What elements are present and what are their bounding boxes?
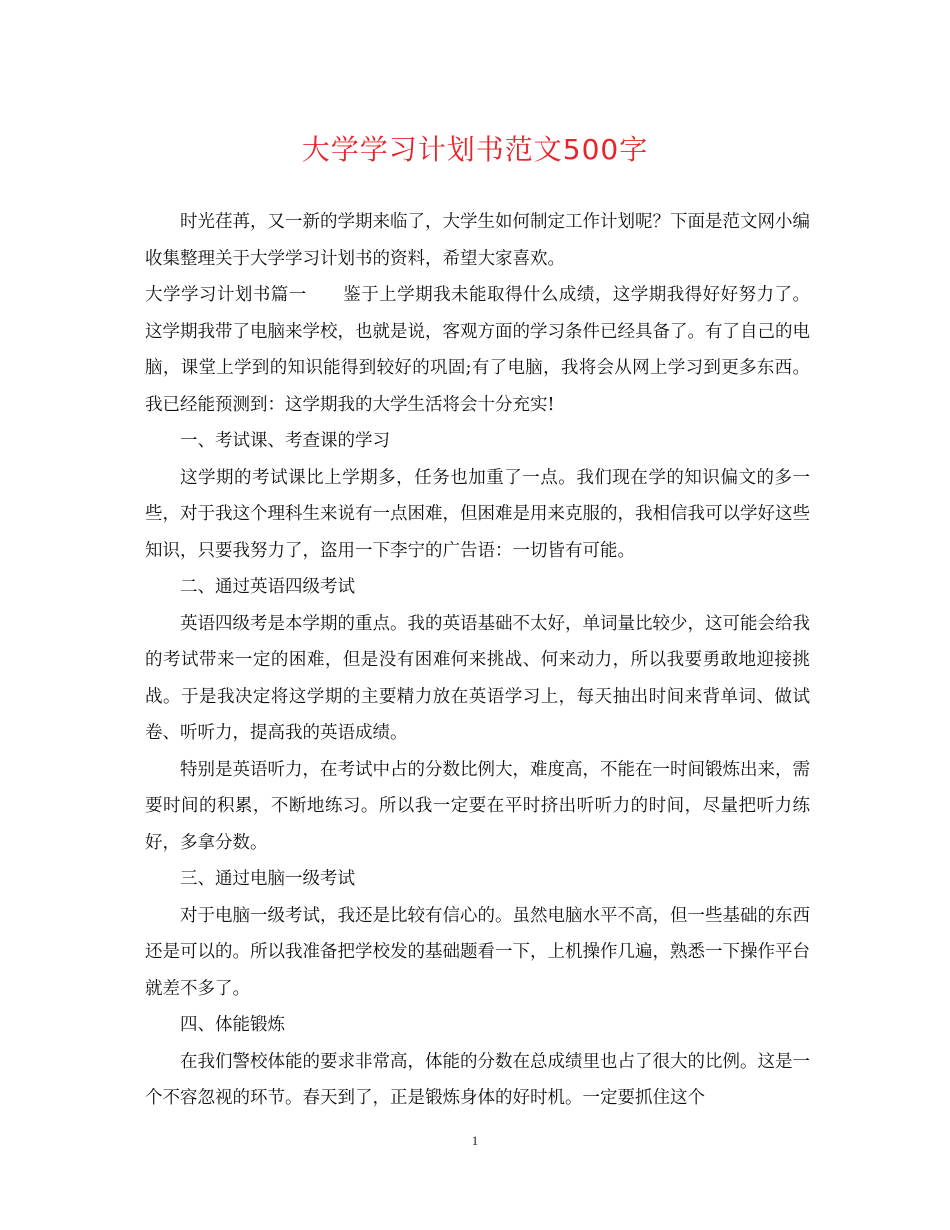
intro-paragraph: 时光荏苒，又一新的学期来临了，大学生如何制定工作计划呢？下面是范文网小编收集整理关于大学学习计划书的资料，希望大家喜欢。 [145,212,810,269]
section-heading-3: 三、通过电脑一级考试 [180,869,355,889]
article-label: 大学学习计划书篇一 [145,285,307,305]
section-paragraph-1: 这学期的考试课比上学期多，任务也加重了一点。我们现在学的知识偏文的多一些，对于我这个理科生来说有一点困难，但困难是用来克服的，我相信我可以学好这些知识，只要我努力了，盗用一下李宁的广告语：一切皆有可能。 [145,467,810,561]
section-heading-4: 四、体能锻炼 [180,1015,285,1035]
page-number: 1 [471,1133,479,1148]
article-text: 鉴于上学期我未能取得什么成绩，这学期我得好好努力了。这学期我带了电脑来学校，也就是说，客观方面的学习条件已经具备了。有了自己的电脑，课堂上学到的知识能得到较好的巩固;有了电脑，我将会从网上学习到更多东西。我已经能预测到：这学期我的大学生活将会十分充实! [145,285,811,415]
section-paragraph-5: 在我们警校体能的要求非常高，体能的分数在总成绩里也占了很大的比例。这是一个不容忽视的环节。春天到了，正是锻炼身体的好时机。一定要抓住这个 [145,1051,810,1108]
section-paragraph-3: 特别是英语听力，在考试中占的分数比例大，难度高，不能在一时间锻炼出来，需要时间的积累，不断地练习。所以我一定要在平时挤出听听力的时间，尽量把听力练好，多拿分数。 [145,759,810,853]
document-body [145,204,810,1117]
section-heading-1: 一、考试课、考查课的学习 [180,431,390,451]
section-paragraph-2: 英语四级考是本学期的重点。我的英语基础不太好，单词量比较少，这可能会给我的考试带来一定的困难，但是没有困难何来挑战、何来动力，所以我要勇敢地迎接挑战。于是我决定将这学期的主要精力放在英语学习上，每天抽出时间来背单词、做试卷、听听力，提高我的英语成绩。 [145,613,810,743]
document-title: 大学学习计划书范文500字 [301,133,649,166]
article-one-paragraph [145,277,810,423]
section-paragraph-4: 对于电脑一级考试，我还是比较有信心的。虽然电脑水平不高，但一些基础的东西还是可以的。所以我准备把学校发的基础题看一下，上机操作几遍，熟悉一下操作平台就差不多了。 [145,905,810,999]
section-heading-2: 二、通过英语四级考试 [180,577,355,597]
